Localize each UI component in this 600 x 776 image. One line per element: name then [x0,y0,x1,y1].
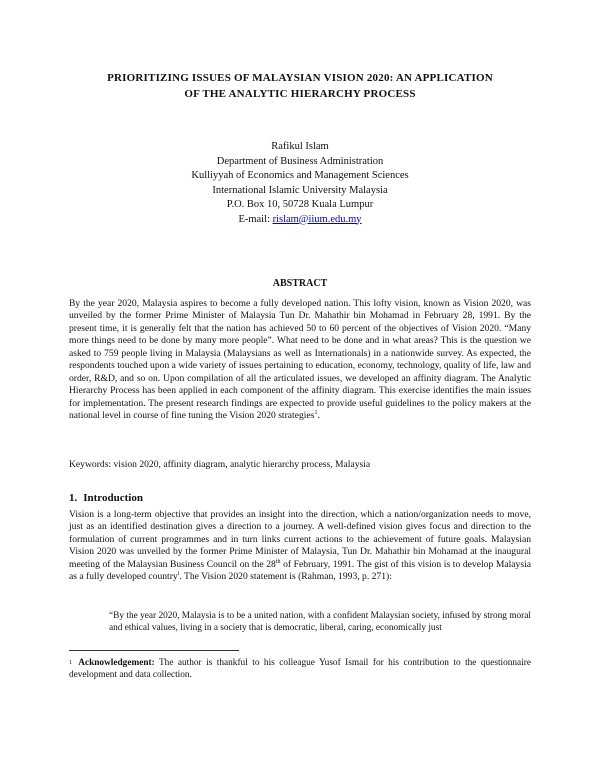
intro-endnote-ref: i [177,570,180,577]
footnote-mark: 1 [69,659,73,666]
footnote [69,657,531,682]
ordinal-suffix: th [275,558,281,565]
abstract-text [69,298,531,423]
footnote-text: The author is thankful to his colleague Yusof Ismail for his contribution to the questionnaire development and data collection. [69,658,531,681]
abstract-end: . [317,410,320,422]
section-title: Introduction [83,492,143,504]
author-block [150,140,450,227]
author-faculty: Kulliyyah of Economics and Management Sciences [191,170,409,181]
author-department: Department of Business Administration [216,155,384,167]
abstract-footnote-ref: 1 [314,409,318,416]
section-number: 1. [69,492,78,504]
title-line-1: PRIORITIZING ISSUES OF MALAYSIAN VISION 2020: AN APPLICATION [107,72,493,84]
vision-quote: “By the year 2020, Malaysia is to be a united nation, with a confident Malaysian society, infused by strong moral and ethical values, living in a society that is democratic, liberal, caring, economically just [109,611,531,634]
keywords: Keywords: vision 2020, affinity diagram, analytic hierarchy process, Malaysia [69,459,371,470]
intro-part-3: . The Vision 2020 statement is (Rahman, 1993, p. 271): [179,571,392,583]
author-address: P.O. Box 10, 50728 Kuala Lumpur [226,199,374,210]
author-email-line [150,213,450,228]
author-name: Rafikul Islam [271,141,329,152]
abstract-body: By the year 2020, Malaysia aspires to become a fully developed nation. This lofty vision, known as Vision 2020, was unveiled by the former Prime Minister of Malaysia Tun Dr. Mahathir bin Mohamad in February 28, 1991. By the present time, it is generally felt that the nation has achieved 50 to 60 percent of the objectives of Vision 2020. “Many more things need to be done by many more people”. What need to be done and in what areas? This is the question we asked to 759 people living in Malaysia (Malaysians as well as Internationals) in a nationwide survey. As expected, the respondents touched upon a wide variety of issues pertaining to education, economy, technology, quality of life, law and order, R&D, and so on. Upon compilation of all the articulated issues, we developed an affinity diagram. The Analytic Hierarchy Process has been applied in each component of the affinity diagram. This exercise identifies the main issues for implementation. The present research findings are expected to provide useful guidelines to the policy makers at the national level in course of fine tuning the Vision 2020 strategies [69,298,531,422]
introduction-paragraph [69,509,531,583]
footnote-label: Acknowledgement: [78,658,155,668]
abstract-heading: ABSTRACT [272,278,328,289]
title-line-2: OF THE ANALYTIC HIERARCHY PROCESS [184,88,416,100]
email-label: E-mail: [238,213,270,225]
section-heading-introduction [69,492,143,504]
intro-part-1: Vision is a long-term objective that provides an insight into the direction, which a nation/organization needs to move, just as an identified destination gives a direction to a journey. A well-defined vision gives focus and direction to the formulation of current programmes and in turn links current actions to the achievement of future goals. Malaysian Vision 2020 was unveiled by the former Prime Minister of Malaysia, Tun Dr. Mahathir bin Mohamad at the inaugural meeting of the Malaysian Business Council on the 28 [69,509,531,570]
paper-title [60,70,540,102]
email-link[interactable]: rislam@iium.edu.my [272,213,362,225]
author-university: International Islamic University Malaysia [212,184,388,196]
footnote-divider [69,650,239,651]
intro-part-2: of February, 1991. The gist of this vision is to develop Malaysia as a fully developed country [69,558,532,583]
